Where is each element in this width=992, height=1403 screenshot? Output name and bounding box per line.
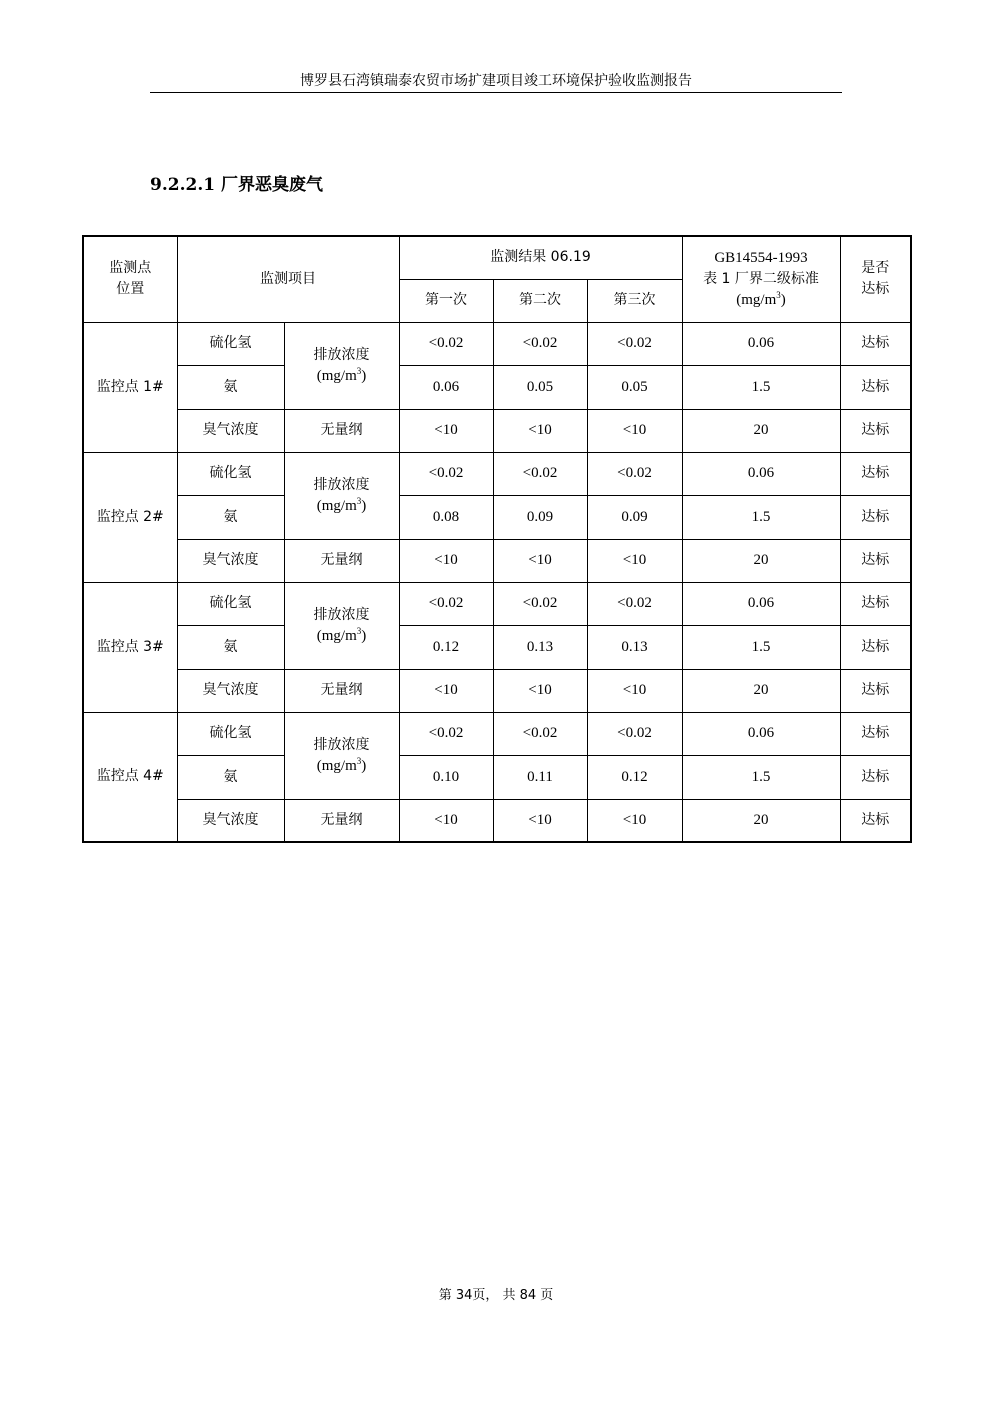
result-cell: <0.02 — [399, 712, 493, 755]
result-cell: <10 — [493, 539, 587, 582]
header-location: 监测点 位置 — [83, 236, 177, 322]
result-cell: <0.02 — [493, 582, 587, 625]
section-title — [150, 170, 323, 195]
item-cell: 臭气浓度 — [177, 799, 284, 842]
unit-cell: 排放浓度 $(mg/m^3)$ — [284, 452, 399, 539]
unit-cell: 无量纲 — [284, 539, 399, 582]
location-cell: 监控点 1# — [83, 322, 177, 452]
standard-cell: 1.5 — [682, 755, 840, 799]
location-cell: 监控点 4# — [83, 712, 177, 842]
result-cell: 0.10 — [399, 755, 493, 799]
pass-cell: 达标 — [840, 755, 911, 799]
result-cell: <10 — [587, 409, 682, 452]
table-row — [83, 669, 911, 712]
unit-cell: 无量纲 — [284, 669, 399, 712]
standard-cell: 1.5 — [682, 495, 840, 539]
table-row — [83, 755, 911, 799]
standard-cell: 1.5 — [682, 365, 840, 409]
result-cell: 0.06 — [399, 365, 493, 409]
item-cell: 硫化氢 — [177, 452, 284, 495]
result-cell: <0.02 — [493, 712, 587, 755]
table-row — [83, 712, 911, 755]
table-row — [83, 799, 911, 842]
monitoring-table — [82, 235, 912, 843]
result-cell: <10 — [399, 799, 493, 842]
pass-cell: 达标 — [840, 539, 911, 582]
table-row — [83, 365, 911, 409]
pass-cell: 达标 — [840, 409, 911, 452]
item-cell: 氨 — [177, 755, 284, 799]
item-cell: 臭气浓度 — [177, 539, 284, 582]
result-cell: 0.12 — [399, 625, 493, 669]
result-cell: <0.02 — [399, 582, 493, 625]
table-row — [83, 582, 911, 625]
location-cell: 监控点 2# — [83, 452, 177, 582]
result-cell: <0.02 — [399, 452, 493, 495]
header-results: 监测结果 06.19 — [399, 236, 682, 279]
pass-cell: 达标 — [840, 495, 911, 539]
standard-cell: 20 — [682, 409, 840, 452]
location-cell: 监控点 3# — [83, 582, 177, 712]
standard-cell: 0.06 — [682, 452, 840, 495]
result-cell: 0.05 — [493, 365, 587, 409]
header-standard: GB14554-1993 表 1 厂界二级标准 $(mg/m^3)$ — [682, 236, 840, 322]
result-cell: <0.02 — [493, 322, 587, 365]
item-cell: 氨 — [177, 365, 284, 409]
unit-cell: 无量纲 — [284, 409, 399, 452]
result-cell: <10 — [587, 539, 682, 582]
pass-cell: 达标 — [840, 365, 911, 409]
item-cell: 硫化氢 — [177, 712, 284, 755]
result-cell: 0.12 — [587, 755, 682, 799]
item-cell: 臭气浓度 — [177, 669, 284, 712]
standard-cell: 20 — [682, 799, 840, 842]
section-number: 9.2.2.1 — [150, 175, 216, 195]
standard-cell: 20 — [682, 669, 840, 712]
pass-cell: 达标 — [840, 712, 911, 755]
result-cell: <10 — [493, 669, 587, 712]
header-first: 第一次 — [399, 279, 493, 322]
page-footer: 第 34页， 共 84 页 — [438, 1288, 554, 1303]
standard-cell: 0.06 — [682, 712, 840, 755]
item-cell: 氨 — [177, 495, 284, 539]
result-cell: 0.11 — [493, 755, 587, 799]
unit-cell: 排放浓度 $(mg/m^3)$ — [284, 322, 399, 409]
header-third: 第三次 — [587, 279, 682, 322]
result-cell: <0.02 — [587, 322, 682, 365]
table-row — [83, 452, 911, 495]
header-second: 第二次 — [493, 279, 587, 322]
unit-cell: 无量纲 — [284, 799, 399, 842]
item-cell: 硫化氢 — [177, 322, 284, 365]
standard-cell: 0.06 — [682, 322, 840, 365]
result-cell: <10 — [399, 669, 493, 712]
item-cell: 氨 — [177, 625, 284, 669]
pass-cell: 达标 — [840, 582, 911, 625]
unit-cell: 排放浓度 $(mg/m^3)$ — [284, 582, 399, 669]
result-cell: <10 — [587, 799, 682, 842]
result-cell: <10 — [399, 409, 493, 452]
result-cell: 0.13 — [587, 625, 682, 669]
result-cell: <10 — [493, 799, 587, 842]
result-cell: <10 — [399, 539, 493, 582]
result-cell: <0.02 — [587, 582, 682, 625]
table-row — [83, 409, 911, 452]
pass-cell: 达标 — [840, 452, 911, 495]
result-cell: 0.09 — [493, 495, 587, 539]
table-row — [83, 495, 911, 539]
table-row — [83, 539, 911, 582]
section-heading: 厂界恶臭废气 — [221, 175, 323, 195]
standard-cell: 0.06 — [682, 582, 840, 625]
header-item: 监测项目 — [177, 236, 399, 322]
table-row — [83, 322, 911, 365]
pass-cell: 达标 — [840, 625, 911, 669]
result-cell: 0.05 — [587, 365, 682, 409]
pass-cell: 达标 — [840, 669, 911, 712]
header-pass: 是否 达标 — [840, 236, 911, 322]
item-cell: 硫化氢 — [177, 582, 284, 625]
result-cell: 0.08 — [399, 495, 493, 539]
result-cell: <0.02 — [399, 322, 493, 365]
header-divider — [150, 92, 842, 93]
result-cell: <0.02 — [587, 452, 682, 495]
pass-cell: 达标 — [840, 322, 911, 365]
result-cell: <10 — [493, 409, 587, 452]
result-cell: <0.02 — [587, 712, 682, 755]
result-cell: <10 — [587, 669, 682, 712]
report-header: 博罗县石湾镇瑞泰农贸市场扩建项目竣工环境保护验收监测报告 — [300, 73, 692, 89]
pass-cell: 达标 — [840, 799, 911, 842]
unit-cell: 排放浓度 $(mg/m^3)$ — [284, 712, 399, 799]
result-cell: 0.09 — [587, 495, 682, 539]
standard-cell: 20 — [682, 539, 840, 582]
result-cell: 0.13 — [493, 625, 587, 669]
result-cell: <0.02 — [493, 452, 587, 495]
standard-cell: 1.5 — [682, 625, 840, 669]
item-cell: 臭气浓度 — [177, 409, 284, 452]
table-row — [83, 625, 911, 669]
